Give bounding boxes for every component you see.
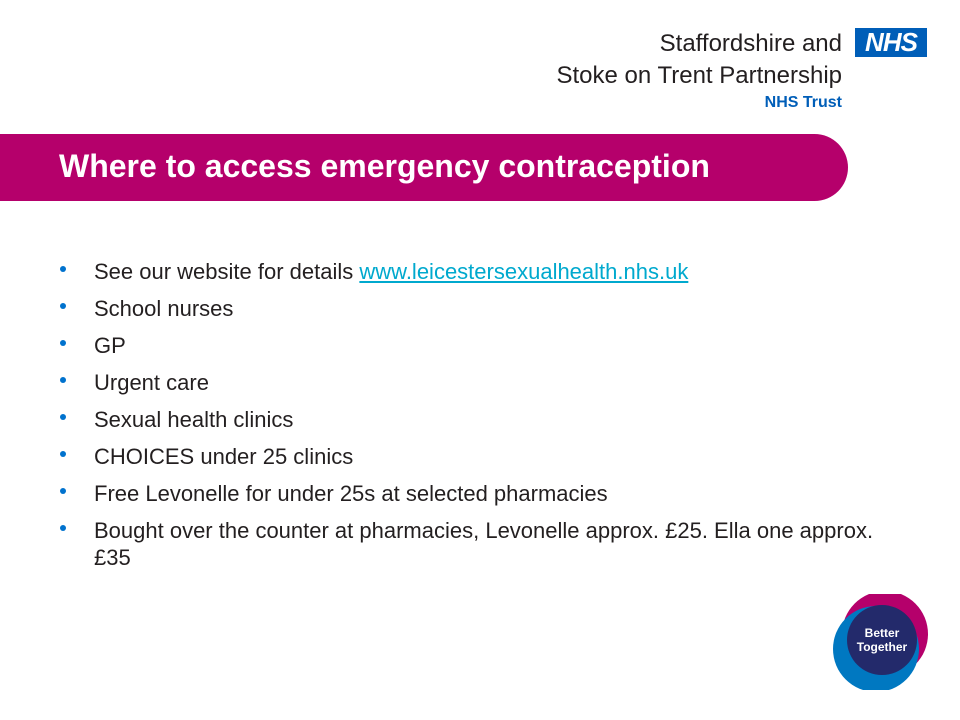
bullet-text: Free Levonelle for under 25s at selected pharmacies <box>94 481 608 506</box>
bullet-item <box>58 258 888 285</box>
bullet-dot-icon <box>60 525 66 531</box>
bullet-item <box>58 332 888 359</box>
bullet-item <box>58 480 888 507</box>
org-name-line1: Staffordshire and <box>659 30 842 57</box>
bullet-item <box>58 517 888 571</box>
org-trust-label: NHS Trust <box>764 94 842 111</box>
logo-text-line1: Better <box>864 626 900 640</box>
better-together-logo <box>830 594 930 690</box>
org-name-line2: Stoke on Trent Partnership <box>556 62 842 89</box>
bullet-item <box>58 406 888 433</box>
bullet-text: Sexual health clinics <box>94 407 294 432</box>
bullet-item <box>58 295 888 322</box>
bullet-text: GP <box>94 333 126 358</box>
bullet-dot-icon <box>60 303 66 309</box>
bullet-dot-icon <box>60 266 66 272</box>
title-banner <box>0 134 848 201</box>
bullet-dot-icon <box>60 414 66 420</box>
organisation-name <box>557 28 843 114</box>
bullet-item <box>58 443 888 470</box>
bullet-text: Bought over the counter at pharmacies, Levonelle approx. £25. Ella one approx. £35 <box>94 518 874 570</box>
bullet-dot-icon <box>60 451 66 457</box>
bullet-dot-icon <box>60 377 66 383</box>
slide-title: Where to access emergency contraception <box>59 148 710 184</box>
bullet-item <box>58 369 888 396</box>
nhs-logo: NHS <box>855 28 927 57</box>
website-link[interactable]: www.leicestersexualhealth.nhs.uk <box>359 259 689 284</box>
bullet-dot-icon <box>60 340 66 346</box>
bullet-dot-icon <box>60 488 66 494</box>
bullet-text: See our website for details <box>94 259 360 284</box>
bullet-text: CHOICES under 25 clinics <box>94 444 354 469</box>
bullet-list <box>58 258 888 581</box>
bullet-text: School nurses <box>94 296 234 321</box>
logo-text-line2: Together <box>856 640 908 654</box>
bullet-text: Urgent care <box>94 370 209 395</box>
